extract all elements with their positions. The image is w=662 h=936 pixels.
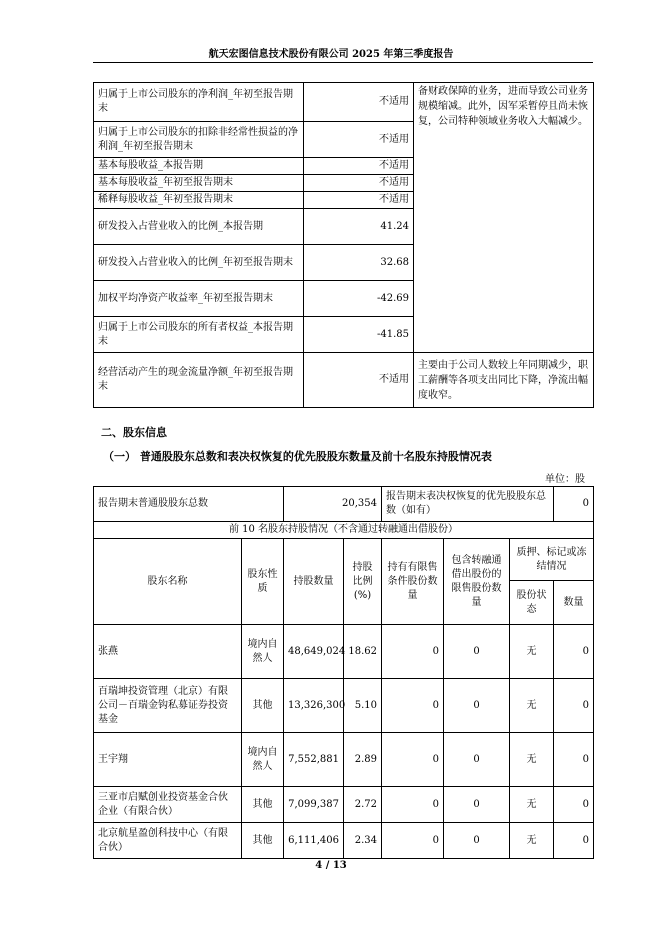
indicator-label: 研发投入占营业收入的比例_年初至报告期末 — [94, 245, 304, 281]
table-row — [94, 625, 594, 679]
holder-shares: 13,326,300 — [284, 679, 344, 733]
table-row — [94, 353, 594, 408]
indicator-label: 基本每股收益_本报告期 — [94, 158, 304, 175]
table-row — [94, 487, 594, 522]
indicator-value: -41.85 — [304, 317, 414, 353]
holder-qty: 0 — [554, 679, 594, 733]
indicator-value: 32.68 — [304, 245, 414, 281]
total-holders-label: 报告期末普通股股东总数 — [94, 487, 284, 522]
top10-title: 前 10 名股东持股情况（不含通过转融通出借股份） — [94, 522, 594, 539]
unit-label: 单位：股 — [545, 474, 585, 485]
holder-nature: 其他 — [242, 787, 284, 823]
holder-name: 北京航星盈创科技中心（有限合伙） — [94, 823, 242, 859]
holder-shares: 48,649,024 — [284, 625, 344, 679]
indicator-label: 加权平均净资产收益率_年初至报告期末 — [94, 281, 304, 317]
holder-shares: 7,099,387 — [284, 787, 344, 823]
indicator-label: 归属于上市公司股东的净利润_年初至报告期末 — [94, 83, 304, 122]
holder-lent: 0 — [444, 625, 510, 679]
indicator-value: 不适用 — [304, 175, 414, 192]
holder-nature: 境内自然人 — [242, 625, 284, 679]
section-title: 二、股东信息 — [101, 426, 167, 439]
holder-shares: 6,111,406 — [284, 823, 344, 859]
col-header-ratio: 持股比例(%) — [344, 539, 382, 625]
table-row — [94, 83, 594, 122]
indicator-value: 不适用 — [304, 83, 414, 122]
indicator-value: 不适用 — [304, 192, 414, 209]
indicator-label: 稀释每股收益_年初至报告期末 — [94, 192, 304, 209]
indicator-label: 经营活动产生的现金流量净额_年初至报告期末 — [94, 353, 304, 408]
col-header-qty: 数量 — [554, 581, 594, 625]
holder-ratio: 18.62 — [344, 625, 382, 679]
indicator-label: 归属于上市公司股东的所有者权益_本报告期末 — [94, 317, 304, 353]
financial-indicators-table — [93, 82, 594, 408]
indicator-note: 主要由于公司人数较上年同期减少，职工薪酬等各项支出同比下降，净流出幅度收窄。 — [414, 353, 594, 408]
holder-status: 无 — [510, 787, 554, 823]
holder-nature: 其他 — [242, 679, 284, 733]
holder-ratio: 2.89 — [344, 733, 382, 787]
total-holders-value: 20,354 — [284, 487, 382, 522]
indicator-value: 不适用 — [304, 122, 414, 158]
header-rule — [93, 62, 593, 63]
holder-ratio: 5.10 — [344, 679, 382, 733]
table-row — [94, 787, 594, 823]
col-header-status: 股份状态 — [510, 581, 554, 625]
col-header-name: 股东名称 — [94, 539, 242, 625]
col-header-pledge: 质押、标记或冻结情况 — [510, 539, 594, 581]
table-row — [94, 733, 594, 787]
indicator-label: 基本每股收益_年初至报告期末 — [94, 175, 304, 192]
holder-name: 张燕 — [94, 625, 242, 679]
table-row — [94, 522, 594, 539]
holder-restricted: 0 — [382, 733, 444, 787]
preferred-holders-label: 报告期末表决权恢复的优先股股东总数（如有） — [382, 487, 554, 522]
holder-status: 无 — [510, 625, 554, 679]
holder-name: 三亚市启赋创业投资基金合伙企业（有限合伙） — [94, 787, 242, 823]
holder-shares: 7,552,881 — [284, 733, 344, 787]
indicator-value: -42.69 — [304, 281, 414, 317]
holder-status: 无 — [510, 823, 554, 859]
col-header-lent: 包含转融通借出股份的限售股份数量 — [444, 539, 510, 625]
page-header: 航天宏图信息技术股份有限公司 2025 年第三季度报告 — [208, 49, 454, 60]
holder-status: 无 — [510, 679, 554, 733]
holder-ratio: 2.34 — [344, 823, 382, 859]
indicator-value: 不适用 — [304, 353, 414, 408]
holder-restricted: 0 — [382, 625, 444, 679]
holder-nature: 其他 — [242, 823, 284, 859]
holder-ratio: 2.72 — [344, 787, 382, 823]
indicator-label: 归属于上市公司股东的扣除非经常性损益的净利润_年初至报告期末 — [94, 122, 304, 158]
holder-lent: 0 — [444, 823, 510, 859]
holder-status: 无 — [510, 733, 554, 787]
holder-lent: 0 — [444, 679, 510, 733]
holder-restricted: 0 — [382, 679, 444, 733]
holder-name: 王宇翔 — [94, 733, 242, 787]
holder-restricted: 0 — [382, 787, 444, 823]
holder-lent: 0 — [444, 733, 510, 787]
page-number: 4 / 13 — [315, 860, 347, 871]
holder-qty: 0 — [554, 625, 594, 679]
holder-lent: 0 — [444, 787, 510, 823]
indicator-value: 不适用 — [304, 158, 414, 175]
holder-nature: 境内自然人 — [242, 733, 284, 787]
shareholders-table — [93, 486, 594, 859]
col-header-restricted: 持有有限售条件股份数量 — [382, 539, 444, 625]
indicator-label: 研发投入占营业收入的比例_本报告期 — [94, 209, 304, 245]
holder-name: 百瑞坤投资管理（北京）有限公司－百瑞金钩私募证券投资基金 — [94, 679, 242, 733]
col-header-nature: 股东性质 — [242, 539, 284, 625]
holder-qty: 0 — [554, 823, 594, 859]
indicator-value: 41.24 — [304, 209, 414, 245]
table-header-row — [94, 539, 594, 581]
holder-qty: 0 — [554, 787, 594, 823]
preferred-holders-value: 0 — [554, 487, 594, 522]
section-subtitle: （一） 普通股股东总数和表决权恢复的优先股股东数量及前十名股东持股情况表 — [103, 450, 492, 463]
table-row — [94, 679, 594, 733]
holder-restricted: 0 — [382, 823, 444, 859]
table-row — [94, 823, 594, 859]
col-header-shares: 持股数量 — [284, 539, 344, 625]
indicator-note: 备财政保障的业务，进而导致公司业务规模缩减。此外，因军采暂停且尚未恢复，公司特种领域业务收入大幅减少。 — [414, 83, 594, 353]
holder-qty: 0 — [554, 733, 594, 787]
